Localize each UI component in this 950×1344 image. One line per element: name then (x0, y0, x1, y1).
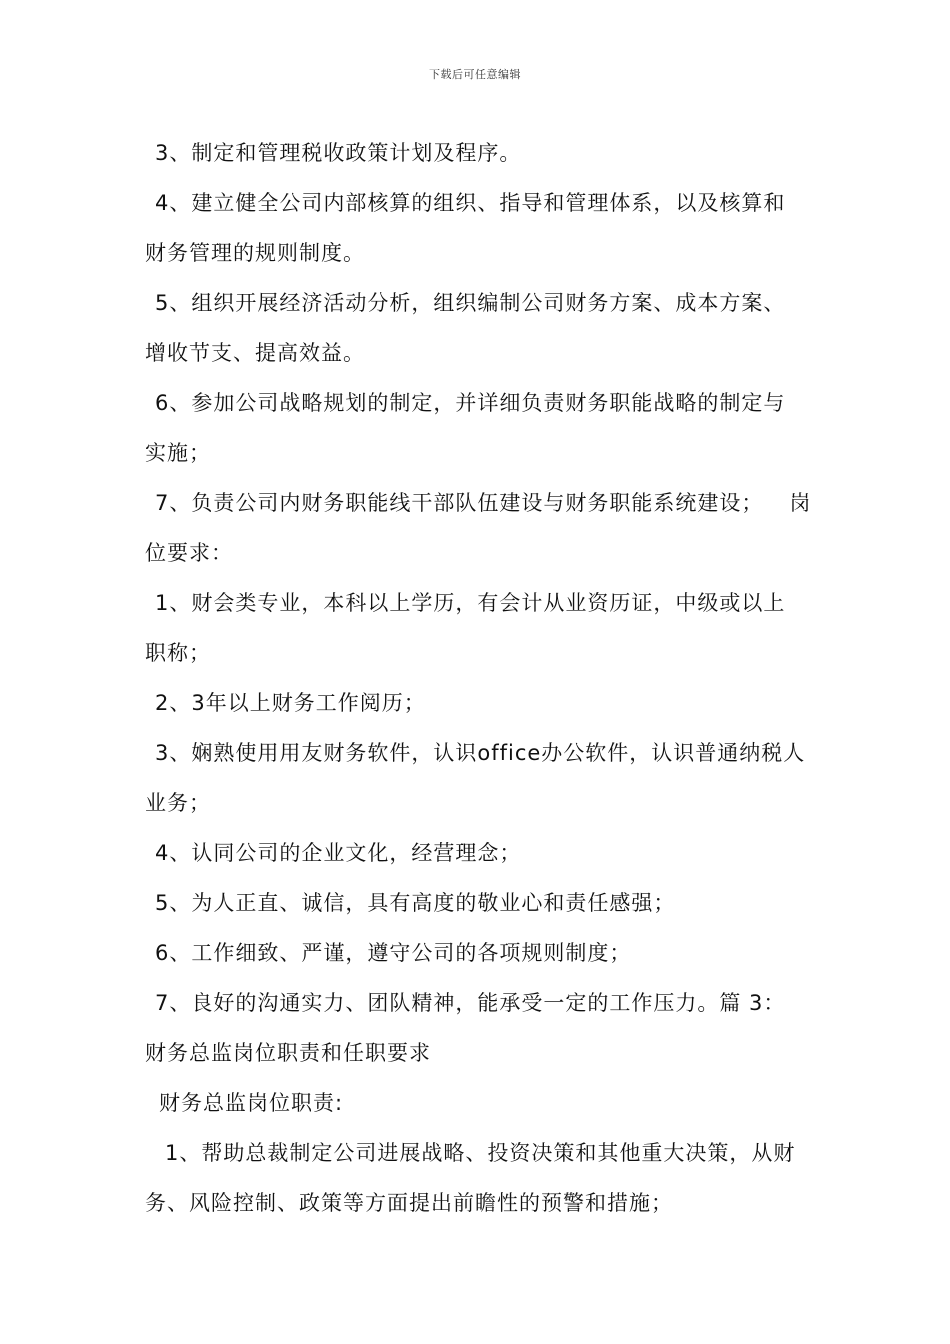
paragraph-text: 岗 (789, 491, 812, 515)
paragraph-line: 1、财会类专业，本科以上学历，有会计从业资历证，中级或以上 (155, 591, 786, 615)
paragraph-line: 增收节支、提高效益。 (145, 341, 365, 365)
document-body (145, 128, 810, 1228)
paragraph-line: 3、制定和管理税收政策计划及程序。 (155, 141, 522, 165)
page-header: 下载后可任意编辑 (429, 68, 521, 81)
paragraph-line: 6、工作细致、严谨，遵守公司的各项规则制度； (155, 941, 632, 965)
paragraph-line: 职称； (145, 641, 211, 665)
paragraph-line: 业务； (145, 791, 211, 815)
section-heading: 财务总监岗位职责和任职要求 (145, 1041, 431, 1065)
paragraph-line: 5、为人正直、诚信，具有高度的敬业心和责任感强； (155, 891, 676, 915)
paragraph-line: 实施； (145, 441, 211, 465)
paragraph-line: 务、风险控制、政策等方面提出前瞻性的预警和措施； (145, 1191, 673, 1215)
paragraph-line: 财务管理的规则制度。 (145, 241, 365, 265)
paragraph-line: 3、娴熟使用用友财务软件，认识office办公软件，认识普通纳税人 (155, 741, 806, 765)
paragraph-line: 4、建立健全公司内部核算的组织、指导和管理体系，以及核算和 (155, 191, 786, 215)
paragraph-line: 4、认同公司的企业文化，经营理念； (155, 841, 522, 865)
paragraph-line: 6、参加公司战略规划的制定，并详细负责财务职能战略的制定与 (155, 391, 786, 415)
paragraph-line: 1、帮助总裁制定公司进展战略、投资决策和其他重大决策，从财 (165, 1141, 796, 1165)
paragraph-line (145, 478, 810, 528)
paragraph-text: 7、负责公司内财务职能线干部队伍建设与财务职能系统建设； (155, 491, 764, 515)
subsection-heading: 财务总监岗位职责: (159, 1091, 344, 1115)
paragraph-line: 位要求： (145, 541, 233, 565)
paragraph-line: 2、3年以上财务工作阅历； (155, 691, 426, 715)
paragraph-line: 5、组织开展经济活动分析，组织编制公司财务方案、成本方案、 (155, 291, 786, 315)
paragraph-line: 7、良好的沟通实力、团队精神，能承受一定的工作压力。篇 3： (155, 991, 786, 1015)
